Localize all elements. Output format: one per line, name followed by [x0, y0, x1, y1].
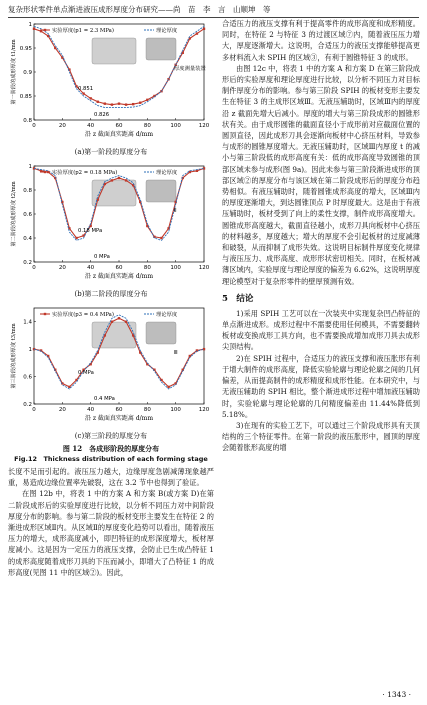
- data-point: [33, 28, 35, 30]
- x-tick-label: 80: [143, 407, 151, 413]
- figure-panel-b: [8, 160, 214, 299]
- legend-marker: [44, 313, 46, 315]
- photo-inset: [92, 38, 136, 64]
- data-point: [139, 102, 141, 104]
- annotation-label: Ⅱ: [174, 208, 177, 214]
- x-tick-label: 0: [32, 265, 36, 271]
- figure-title-cn: 图 12 各成形阶段的厚度分布: [62, 444, 160, 453]
- y-tick-label: 1: [28, 164, 32, 170]
- x-tick-label: 60: [115, 407, 123, 413]
- data-point: [132, 103, 134, 105]
- x-tick-label: 120: [198, 123, 210, 129]
- caption-b: (b)第二阶段的厚度分布: [74, 290, 148, 298]
- y-tick-label: 0.8: [23, 188, 32, 194]
- x-tick-label: 120: [198, 407, 210, 413]
- data-point: [89, 225, 91, 227]
- y-tick-label: 0.2: [23, 260, 32, 266]
- right-paragraph-1: 合适压力的液压支撑有利于提高零件的成形高度和成形精度。同时，在特征 2 与特征 3 的过渡区域⑦内，随着液压压力增大，厚度逐渐增大。这说明，合适压力的液压支撑能够提高更多材料流入未 SPIH 的区域③，有利于圆锥特征 3 的成形。: [222, 19, 420, 62]
- caption-a: (a)第一阶段的厚度分布: [74, 148, 148, 156]
- legend-theory-label: 理论厚度: [156, 28, 178, 34]
- x-tick-label: 20: [58, 407, 66, 413]
- x-axis-label: 沿 z 截面真实距离 d/mm: [84, 273, 154, 280]
- chart-b: [8, 160, 214, 288]
- data-point: [189, 171, 191, 173]
- legend-exp-label: 实验厚度(p2 = 0.18 MPa): [52, 170, 118, 176]
- x-tick-label: 80: [143, 123, 151, 129]
- figure-panel-a: [8, 18, 214, 157]
- data-point: [89, 97, 91, 99]
- data-point: [111, 179, 113, 181]
- annotation-label: 0 MPa: [78, 370, 94, 376]
- conclusion-1: 1)采用 SPIH 工艺可以在一次装夹中实现复杂凹凸特征的单点渐进成形。成形过程中不需要使用任何模具，不需要翻转板材或变换成形工具方向，也不需要换成增加成形刀具去成形尖顶结构。: [222, 308, 420, 352]
- y-tick-label: 0.9: [23, 70, 32, 76]
- legend-marker: [44, 171, 46, 173]
- x-tick-label: 80: [143, 265, 151, 271]
- data-point: [118, 102, 120, 104]
- caption-c: (c)第三阶段的厚度分布: [74, 432, 148, 440]
- x-axis-label: 沿 z 截面真实距离 d/mm: [84, 415, 154, 422]
- photo-inset: [146, 322, 176, 344]
- right-paragraph-2: 由图 12c 中，将表 1 中的方案 A 和方案 D 在第三阶段成形后的实验厚度和理论厚度进行比较，以分析不同压力对目标制件厚度分布的影响。参与第三阶段 SPIH 的板材变形主要发生在特征 3 的主成形区域Ⅲ。无液压辅助时，区域Ⅲ内的厚度沿 z 截面先增大后减小。厚度的增大与第三阶段成形的圆锥形状有关。由于成形圆锥的截面直径小于成形前对应截面位置的圆顶直径，因此成形刀具会逐渐向板材中心挤压材料，导致参与成形的圆锥厚度增大。无液压辅助时，区域Ⅲ内厚度 t 的减小与第三阶段低的成形高度有关：低的成形高度导致圆锥的顶部区域未参与成形(图 9a)。因此未参与第三阶段渐进成形的顶部区域②的厚度分布与该区域在第二阶段成形后的厚度分布趋势相似。有液压辅助时，随着圆锥成形高度的增大，区域Ⅲ内的厚度逐渐增大，到达圆锥顶点 P 时厚度最大。这是由于有液压辅助时，板材受到了向上的柔性支撑，制件成形高度增大。圆锥成形高度越大，截面直径越小，成形刀具向板材中心挤压的材料越多，厚度越大；增大的厚度不会引起板材的过度减薄和破裂，从而抑制了成形失效。这说明目标制件厚度变化规律与液压压力、成形高度、成形形状密切相关。同时，在板材减薄区域内，实验厚度与理论厚度的偏差为 6.62%，这说明厚度理论模型对于复杂形零件的壁厚预测有效。: [222, 63, 420, 286]
- data-point: [160, 237, 162, 239]
- x-tick-label: 20: [58, 265, 66, 271]
- conclusion-2: 2)在 SPIH 过程中，合适压力的液压支撑和液压胀形有利于增大制件的成形高度，降低实验轮廓与理论轮廓之间的几何偏差，从而提高制件的成形精度和成形性能。在本研究中，与无液压辅助的 SPIH 相比，整个渐进成形过程中增加液压辅助时，实验轮廓与理论轮廓的几何精度偏差由 11.44%降低到 5.18%。: [222, 353, 420, 419]
- legend-theory-label: 理论厚度: [156, 312, 178, 318]
- data-point: [111, 103, 113, 105]
- x-tick-label: 0: [32, 407, 36, 413]
- y-tick-label: 1: [28, 347, 32, 354]
- x-tick-label: 0: [32, 123, 36, 129]
- y-tick-label: 1.4: [23, 319, 32, 326]
- chart-a: [8, 18, 214, 146]
- data-point: [47, 35, 49, 37]
- y-tick-label: 1: [28, 22, 32, 28]
- y-tick-label: 0.8: [23, 118, 32, 124]
- left-paragraph-2: 在图 12b 中，将表 1 中的方案 A 和方案 B(或方案 D)在第二阶段成形后的实验厚度进行比较，以分析不同压力对中间阶段厚度分布的影响。参与第二阶段的板材变形主要发生在特征 2 的渐进成形区域Ⅱ内。从区域Ⅱ的厚度变化趋势可以看出，随着液压压力的增大，成形高度减小，即凹特征的成形深度增大，板材厚度减小。这是因为一定压力的液压支撑，会防止已生成凸特征 1 的成形高度随着成形刀具的下压而减小，即增大了凸特征 1 的成形高度(见图 11 中的区域②)。因此，: [8, 489, 214, 577]
- data-point: [104, 102, 106, 104]
- annotation-label: Ⅲ: [174, 350, 178, 356]
- photo-inset: [92, 322, 136, 348]
- figure-title-en: Fig.12 Thickness distribution of each forming stage: [14, 455, 208, 463]
- photo-inset: [146, 38, 176, 60]
- annotation-label: 0.18 MPa: [78, 228, 103, 234]
- annotation-label: 0.4 MPa: [94, 396, 115, 402]
- legend-theory-label: 理论厚度: [156, 170, 178, 176]
- x-tick-label: 40: [87, 123, 95, 129]
- data-point: [82, 92, 84, 94]
- page-number: · 1343 ·: [382, 690, 411, 699]
- annotation-label: 0.851: [78, 86, 94, 92]
- photo-inset: [146, 180, 176, 202]
- y-tick-label: 0.95: [19, 46, 32, 52]
- data-point: [203, 348, 205, 350]
- x-tick-label: 120: [198, 265, 210, 271]
- y-axis-label: 第二阶段的成形厚度 t2/mm: [11, 181, 17, 247]
- legend-exp-label: 实验厚度(p3 = 0.4 MPa): [52, 312, 114, 318]
- annotation-label: 0 MPa: [94, 254, 110, 260]
- x-tick-label: 20: [58, 123, 66, 129]
- data-point: [203, 28, 205, 30]
- annotation-label: 0.826: [94, 112, 110, 118]
- data-point: [118, 317, 120, 319]
- annotation-label: 厚度测量装置: [174, 66, 206, 72]
- right-column: [222, 18, 420, 454]
- running-header: 复杂形状零件单点渐进液压成形厚度分布研究——尚 苗 李 言 山顺坤 等: [8, 4, 419, 18]
- x-tick-label: 60: [115, 123, 123, 129]
- data-point: [118, 177, 120, 179]
- y-tick-label: 0.85: [19, 94, 32, 100]
- data-point: [125, 103, 127, 105]
- data-point: [167, 386, 169, 388]
- x-tick-label: 100: [170, 123, 181, 129]
- y-axis-label: 第一阶段的成形厚度 t1/mm: [11, 39, 17, 105]
- y-tick-label: 0.6: [23, 212, 32, 218]
- x-tick-label: 100: [170, 265, 181, 271]
- conclusion-3: 3)在现有的实验工艺下，可以通过三个阶段成形具有天顶结构的三个特征零件。在第一阶段的液压胀形中，圆顶的厚度会随着胀形高度的增: [222, 420, 420, 453]
- left-column: [8, 18, 214, 578]
- data-point: [97, 101, 99, 103]
- y-tick-label: 0.4: [23, 236, 32, 242]
- figure-panel-c: [8, 302, 214, 441]
- data-point: [196, 32, 198, 34]
- y-tick-label: 0.2: [23, 402, 32, 408]
- legend-marker: [44, 29, 46, 31]
- data-point: [125, 179, 127, 181]
- section-heading: 5 结论: [222, 293, 254, 304]
- x-tick-label: 40: [87, 265, 95, 271]
- photo-inset: [92, 180, 136, 206]
- x-tick-label: 100: [170, 407, 181, 413]
- left-paragraph-1: 长度不足而引起的。液压压力越大，边缘厚度急剧减薄现象越严重，易造成边缘位置率先破裂，这在 3.2 节中也得到了验证。: [8, 467, 214, 488]
- chart-c: [8, 302, 214, 430]
- x-tick-label: 40: [87, 407, 95, 413]
- y-axis-label: 第三阶段的成形厚度 t3/mm: [11, 323, 17, 389]
- x-tick-label: 60: [115, 265, 123, 271]
- y-tick-label: 0.6: [23, 374, 32, 381]
- legend-exp-label: 实验厚度(p1 = 2.3 MPa): [52, 28, 114, 34]
- x-axis-label: 沿 z 截面真实距离 d/mm: [84, 131, 154, 138]
